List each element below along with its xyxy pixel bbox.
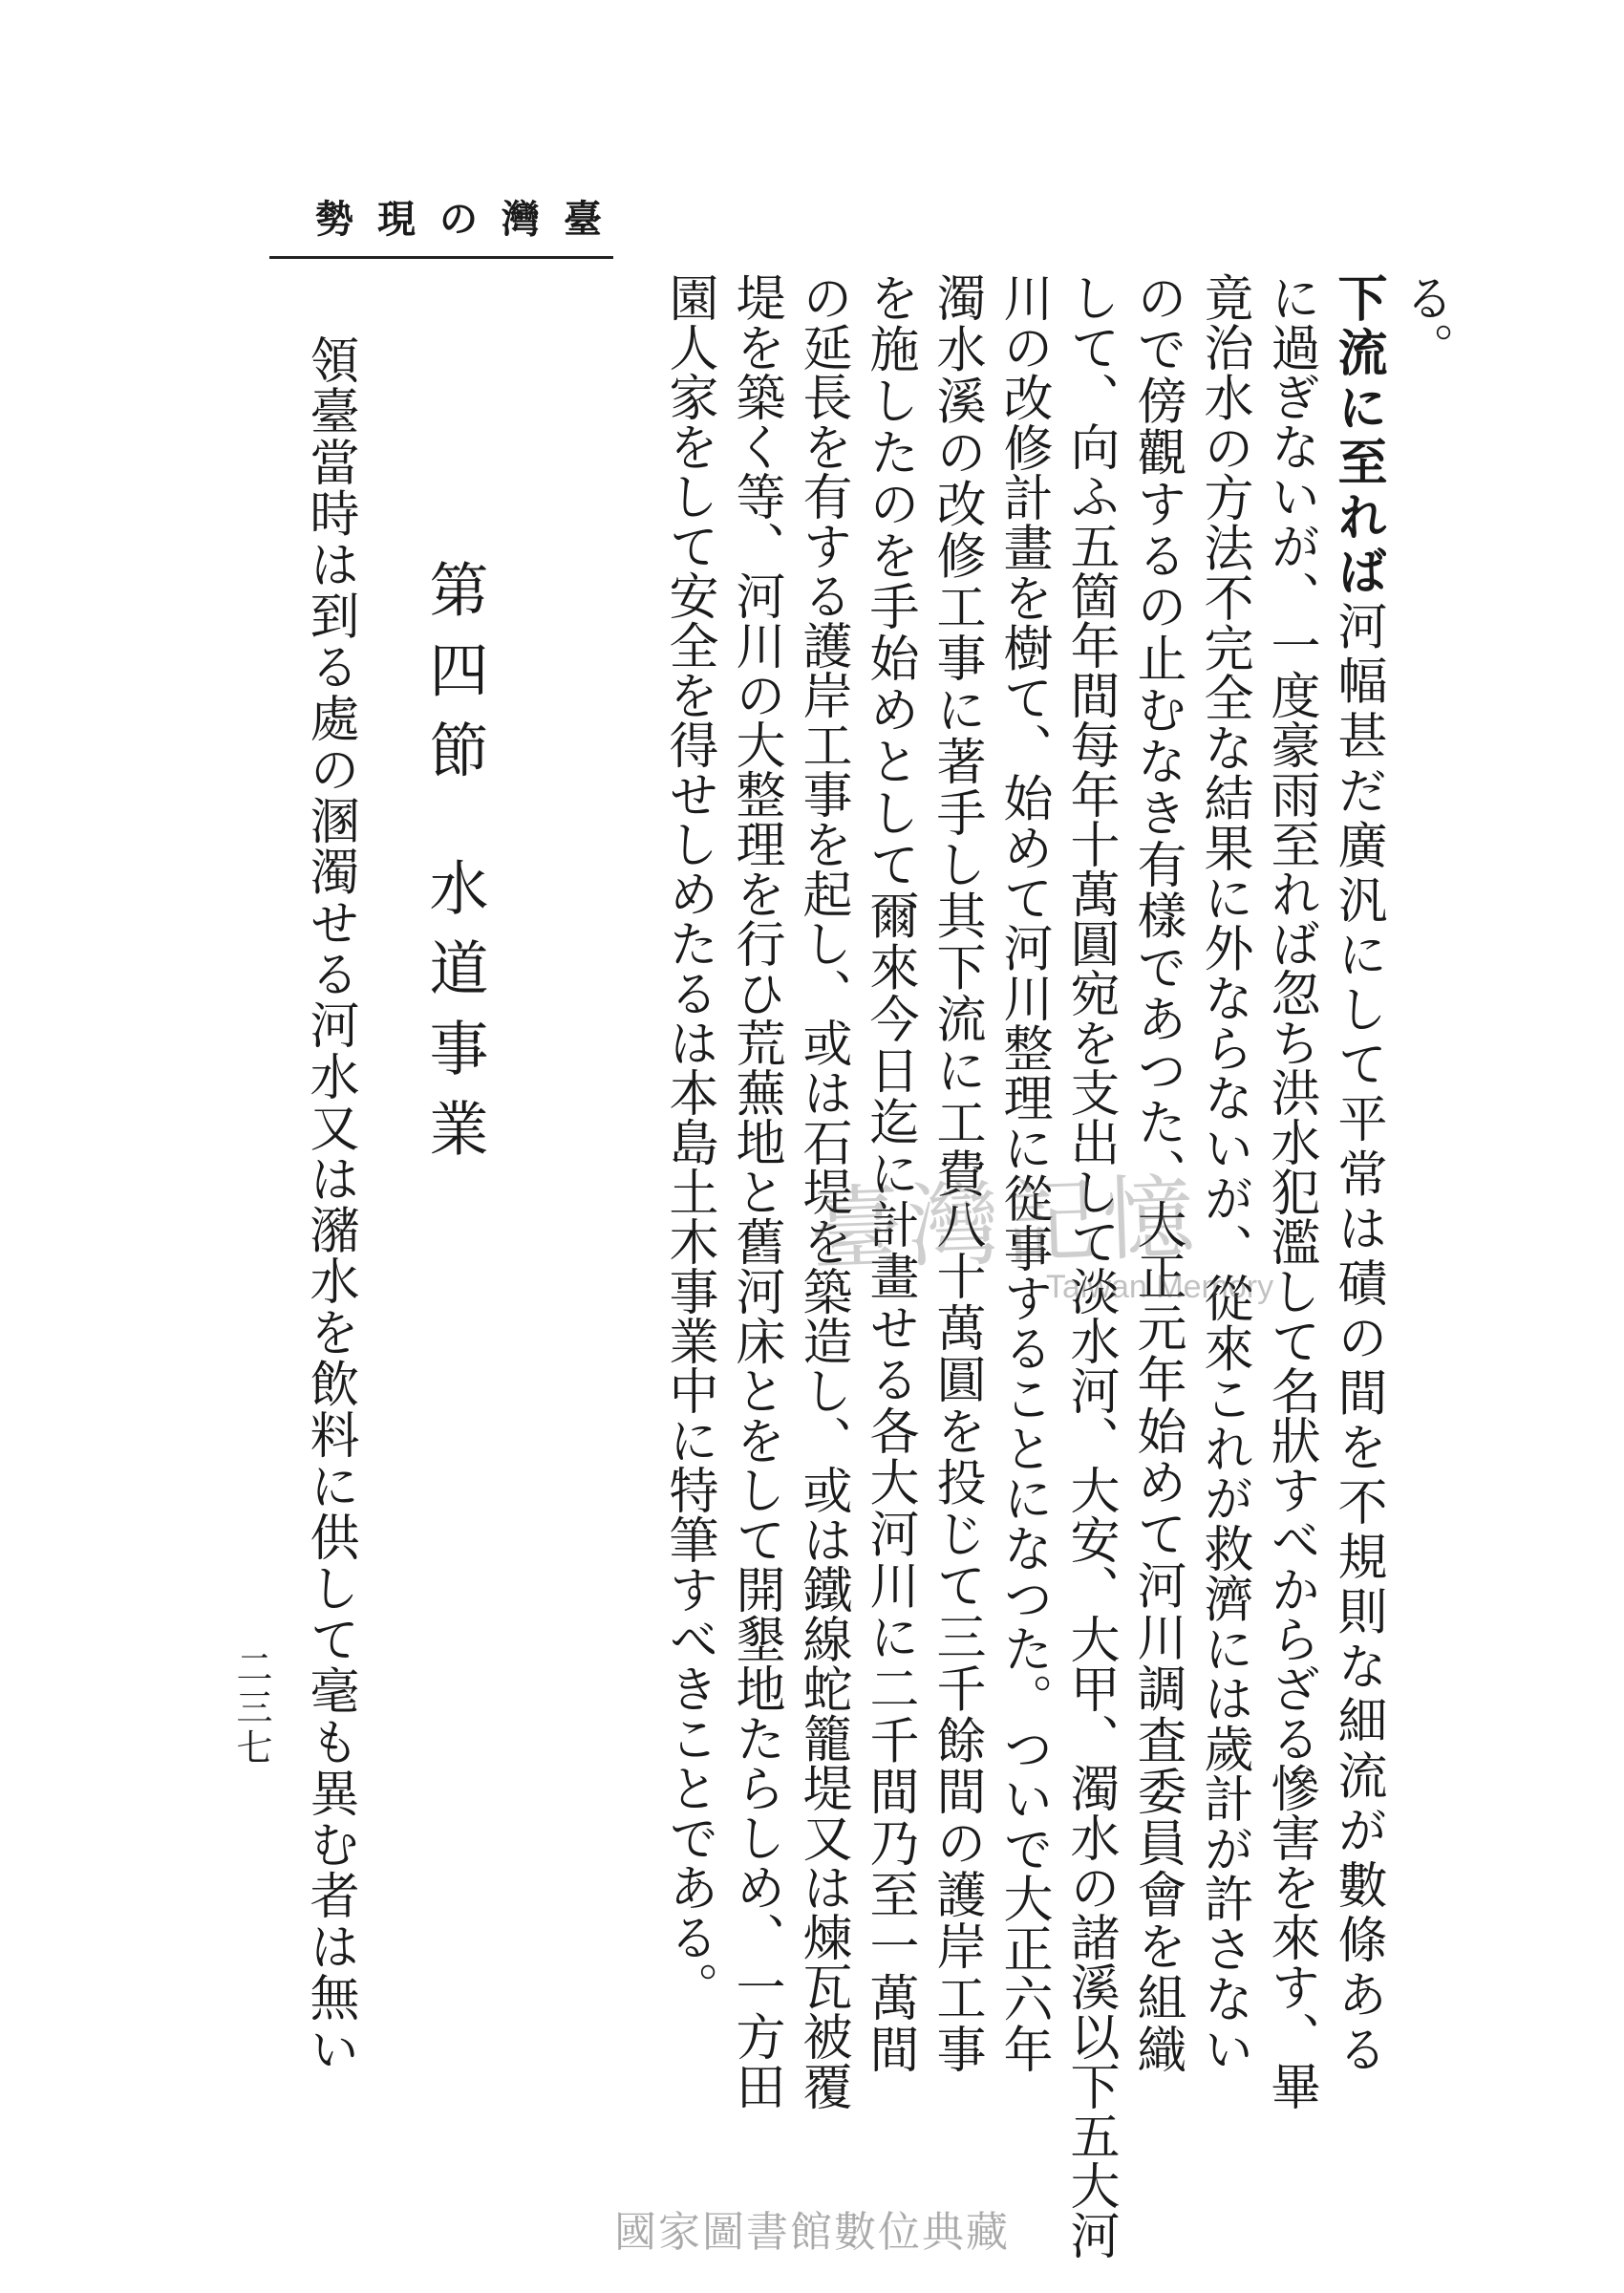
running-header-char: 現 — [377, 196, 416, 242]
text-line: ので傍觀するの止むなき有樣であつた、大正元年始めて河川調査委員會を組織 — [1128, 272, 1186, 2073]
text-line: 堤を築く等、河川の大整理を行ひ荒蕪地と舊河床とをして開墾地たらしめ、一方田 — [727, 272, 784, 2111]
header-rule — [269, 256, 613, 259]
section-label: 第四節 — [419, 559, 489, 800]
section-title: 水道事業 — [419, 857, 489, 1178]
text-line: に過ぎないが、一度豪雨至れば忽ち洪水犯濫して名狀すべからざる慘害を來す、畢 — [1262, 272, 1319, 2111]
watermark-en: Taiwan Memory — [1046, 1269, 1274, 1305]
text-line: 竟治水の方法不完全な結果に外ならないが、從來これが救濟には歲計が許さない — [1195, 272, 1252, 2073]
text-line: 濁水溪の改修工事に著手し其下流に工費八十萬圓を投じて三千餘間の護岸工事 — [928, 272, 985, 2073]
text-line: を施したのを手始めとして爾來今日迄に計畫せる各大河川に二千間乃至一萬間 — [861, 272, 918, 2073]
running-header-char: の — [439, 196, 478, 242]
text-line: る。 — [1396, 272, 1453, 372]
watermark: 臺灣記憶 — [808, 1163, 1203, 1285]
section-heading — [420, 559, 487, 1178]
text-line: して、向ふ五箇年間每年十萬圓宛を支出して淡水河、大安、大甲、濁水の諸溪以下五大河 — [1061, 272, 1119, 2260]
footer-credit: 國家圖書館數位典藏 — [614, 2208, 1010, 2257]
text-line: の延長を有する護岸工事を起し、或は石堤を築造し、或は鐵線蛇籠堤又は煉瓦被覆 — [794, 272, 851, 2111]
text-line: 園人家をして安全を得せしめたるは本島土木事業中に特筆すべきことである。 — [660, 272, 717, 2011]
running-header-char: 灣 — [502, 196, 540, 242]
running-header — [315, 182, 602, 250]
page-number: 二三七 — [230, 1648, 272, 1768]
text-line: 川の改修計畫を樹て、始めて河川整理に從事することになつた。ついで大正六年 — [994, 272, 1052, 2073]
running-header-char: 臺 — [564, 196, 602, 242]
text-line: 領臺當時は到る處の溷濁せる河水又は瀦水を飲料に供して毫も異む者は無い — [301, 334, 358, 2073]
bold-run: 下流に至れば — [1329, 272, 1387, 601]
text-line: 下流に至れば河幅甚だ廣汎にして平常は磧の間を不規則な細流が數條ある — [1329, 272, 1387, 2073]
running-header-char: 勢 — [315, 196, 353, 242]
